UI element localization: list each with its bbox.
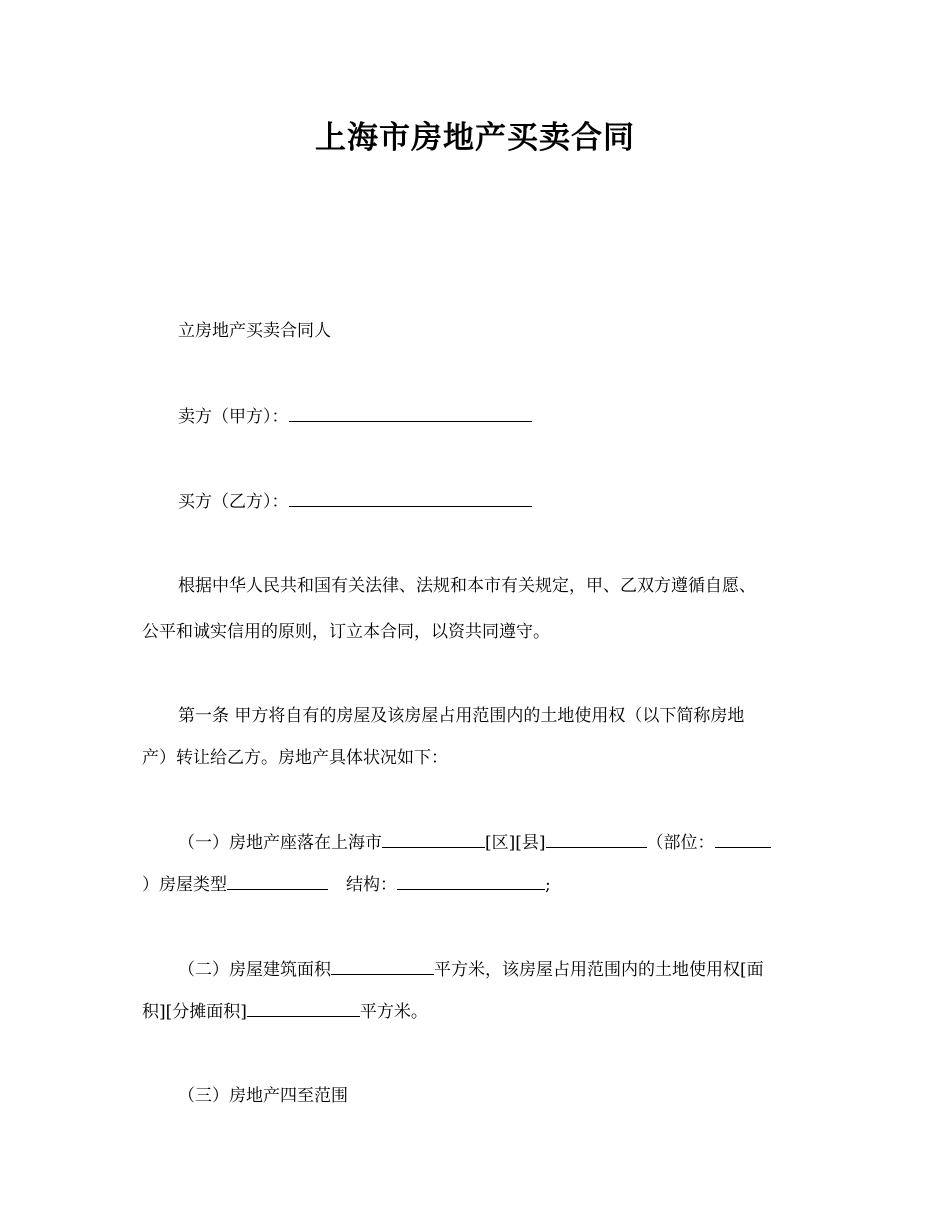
position-label: （部位： xyxy=(646,833,715,853)
seller-line xyxy=(178,405,532,428)
land-area-blank[interactable] xyxy=(247,1000,360,1017)
land-use-label: 平方米，该房屋占用范围内的土地使用权[面 xyxy=(434,960,764,980)
structure-blank[interactable] xyxy=(397,873,545,890)
preamble-line-2: 公平和诚实信用的原则，订立本合同，以资共同遵守。 xyxy=(142,622,550,642)
article1-line-2: 产）转让给乙方。房地产具体状况如下： xyxy=(142,748,448,768)
buyer-label: 买方（乙方）： xyxy=(178,492,289,512)
structure-label: 结构： xyxy=(346,875,397,895)
buyer-line xyxy=(178,490,532,513)
item1-line-1 xyxy=(178,831,771,854)
buyer-blank[interactable] xyxy=(289,490,532,507)
house-type-label: ）房屋类型 xyxy=(142,875,227,895)
seller-label: 卖方（甲方）： xyxy=(178,407,289,427)
district-blank[interactable] xyxy=(382,831,485,848)
item1-end: ; xyxy=(545,875,551,895)
preamble-line-1: 根据中华人民共和国有关法律、法规和本市有关规定，甲、乙双方遵循自愿、 xyxy=(178,576,756,596)
item1-line-2 xyxy=(142,873,551,896)
seller-blank[interactable] xyxy=(289,405,532,422)
item2-line-1 xyxy=(178,958,764,981)
square-meter-label: 平方米。 xyxy=(359,1002,428,1022)
building-area-label: （二）房屋建筑面积 xyxy=(178,960,331,980)
document-title: 上海市房地产买卖合同 xyxy=(315,120,635,156)
item3-line: （三）房地产四至范围 xyxy=(178,1086,348,1106)
article1-line-1: 第一条 甲方将自有的房屋及该房屋占用范围内的土地使用权（以下简称房地 xyxy=(178,706,745,726)
item2-line-2 xyxy=(142,1000,428,1023)
area-type-label: 积][分摊面积] xyxy=(142,1002,247,1022)
intro-line: 立房地产买卖合同人 xyxy=(178,321,331,341)
building-area-blank[interactable] xyxy=(331,958,434,975)
district-county-label: [区][县] xyxy=(485,833,546,853)
house-type-blank[interactable] xyxy=(227,873,328,890)
county-blank[interactable] xyxy=(546,831,647,848)
item1-location-label: （一）房地产座落在上海市 xyxy=(178,833,382,853)
position-blank[interactable] xyxy=(715,831,771,848)
